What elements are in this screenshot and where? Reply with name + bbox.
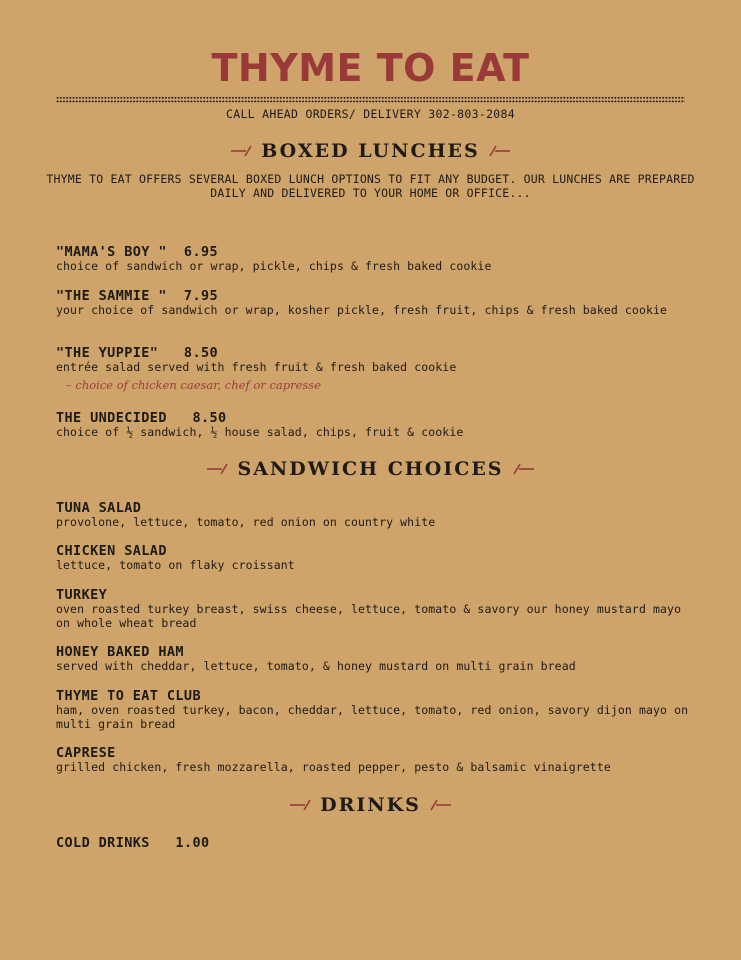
item-name: "THE SAMMIE " 7.95 xyxy=(56,288,219,304)
menu-item xyxy=(56,587,696,630)
menu-item xyxy=(56,345,696,392)
menu-item xyxy=(56,410,696,440)
dotted-divider xyxy=(56,96,685,104)
item-name: "MAMA'S BOY " 6.95 xyxy=(56,244,219,260)
sandwich-choices-heading xyxy=(0,458,741,480)
item-description: served with cheddar, lettuce, tomato, & honey mustard on multi grain bread xyxy=(56,659,576,673)
left-ornament-icon xyxy=(207,462,229,476)
item-name: THE UNDECIDED 8.50 xyxy=(56,410,227,426)
section-title: SANDWICH CHOICES xyxy=(237,458,504,480)
item-name: CHICKEN SALAD xyxy=(56,543,167,559)
item-description: entrée salad served with fresh fruit & fresh baked cookie xyxy=(56,360,457,374)
menu-item xyxy=(56,244,696,274)
item-name: HONEY BAKED HAM xyxy=(56,644,184,660)
item-description: lettuce, tomato on flaky croissant xyxy=(56,558,295,572)
item-description: choice of ½ sandwich, ½ house salad, chips, fruit & cookie xyxy=(56,425,464,439)
left-ornament-icon xyxy=(231,144,253,158)
menu-item xyxy=(56,288,696,318)
right-ornament-icon xyxy=(512,462,534,476)
item-name: "THE YUPPIE" 8.50 xyxy=(56,345,219,361)
item-name: THYME TO EAT CLUB xyxy=(56,688,201,704)
item-description: your choice of sandwich or wrap, kosher pickle, fresh fruit, chips & fresh baked cookie xyxy=(56,303,668,317)
item-name: COLD DRINKS 1.00 xyxy=(56,835,210,851)
item-description: provolone, lettuce, tomato, red onion on country white xyxy=(56,515,436,529)
menu-item xyxy=(56,835,696,851)
item-description: oven roasted turkey breast, swiss cheese, lettuce, tomato & savory our honey mustard mayo on whole wheat bread xyxy=(56,602,682,630)
item-name: CAPRESE xyxy=(56,745,116,761)
menu-item xyxy=(56,644,696,674)
boxed-lunches-intro: THYME TO EAT OFFERS SEVERAL BOXED LUNCH OPTIONS TO FIT ANY BUDGET. OUR LUNCHES ARE PREPARED DAILY AND DELIVERED TO YOUR HOME OR OFFICE... xyxy=(46,172,695,200)
menu-item xyxy=(56,745,696,775)
menu-item xyxy=(56,543,696,573)
menu-item xyxy=(56,500,696,530)
item-description: ham, oven roasted turkey, bacon, cheddar, lettuce, tomato, red onion, savory dijon mayo on multi grain bread xyxy=(56,703,689,731)
right-ornament-icon xyxy=(429,798,451,812)
menu-item xyxy=(56,688,696,731)
drinks-heading xyxy=(0,794,741,816)
boxed-lunches-heading xyxy=(0,140,741,162)
restaurant-title: THYME TO EAT xyxy=(211,46,530,90)
section-title: DRINKS xyxy=(320,794,421,816)
section-title: BOXED LUNCHES xyxy=(261,140,480,162)
item-description: choice of sandwich or wrap, pickle, chips & fresh baked cookie xyxy=(56,259,492,273)
call-ahead-line: CALL AHEAD ORDERS/ DELIVERY 302-803-2084 xyxy=(226,107,515,121)
item-name: TURKEY xyxy=(56,587,108,603)
right-ornament-icon xyxy=(488,144,510,158)
item-name: TUNA SALAD xyxy=(56,500,142,516)
item-note: – choice of chicken caesar, chef or capresse xyxy=(66,377,322,392)
left-ornament-icon xyxy=(290,798,312,812)
item-description: grilled chicken, fresh mozzarella, roasted pepper, pesto & balsamic vinaigrette xyxy=(56,760,611,774)
